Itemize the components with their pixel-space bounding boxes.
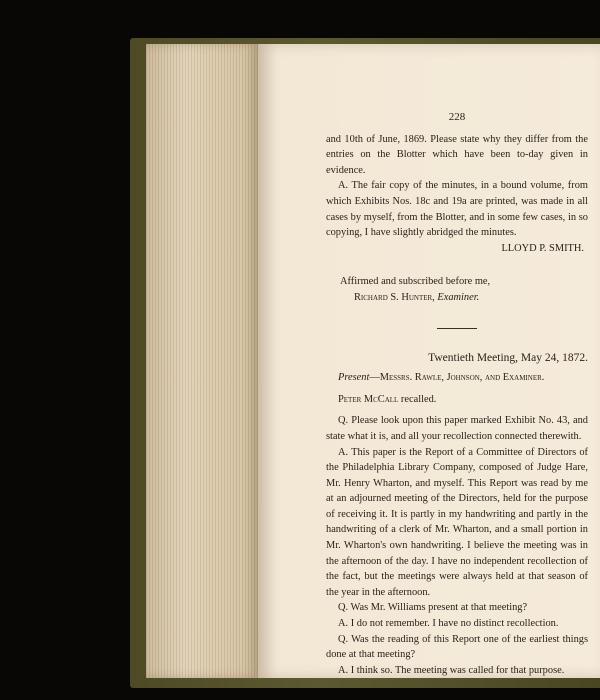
page-number: 228 <box>448 111 466 123</box>
answer-line: all cases by myself, from the Blotter, and in some few cases, <box>326 195 589 223</box>
opening-line: the entries on the Blotter which have been to-day given in <box>326 133 588 161</box>
opening-line: and 10th of June, 1869. Please state why they differ from <box>326 133 572 145</box>
answer-line: A. The fair copy of the minutes, in a bound volume, from <box>338 180 588 192</box>
present-line <box>326 370 588 386</box>
signature: LLOYD P. SMITH. <box>501 242 584 254</box>
book-page <box>258 44 600 678</box>
qa-paragraph: Q. Was Mr. Williams present at that meeting? <box>338 602 528 614</box>
qa-paragraph: Q. Please look upon this paper marked Exhibit No. 43, and state what it is, and all your recollection connected therewith. <box>326 415 588 442</box>
examiner-line <box>340 290 588 306</box>
witness-recalled <box>326 392 588 408</box>
affirmation-line: Affirmed and subscribed before me, <box>340 276 491 288</box>
answer-line: in so copying, I have slightly abridged the minutes. <box>326 211 588 239</box>
answer-paragraph <box>326 178 588 240</box>
qa-paragraph: A. I think so. The meeting was called for that purpose. <box>338 664 565 676</box>
examiner-name: Richard S. Hunter, <box>354 291 435 303</box>
opening-paragraph <box>326 132 588 179</box>
opening-line: evidence. <box>326 164 366 176</box>
qa-paragraph: A. This paper is the Report of a Committee of Directors of the Philadelphia Library Company, composed of Judge Hare, Mr. Henry Wharton, and myself. This Report was read by me at an adjourned meeting of the Directors, held for the purpose of receiving it. It is partly in my handwriting and partly in the handwriting of a clerk of Mr. Wharton, and a small portion in Mr. Wharton's own handwriting. I believe the meeting was in the afternoon of the day. I have no independent recollection of the fact, but the meetings were always held at that season of the year in the afternoon. <box>326 446 588 598</box>
affirmation-block <box>326 274 588 305</box>
section-divider <box>437 328 477 329</box>
page-text <box>326 110 588 678</box>
present-names: —Messrs. Rawle, Johnson, and Examiner. <box>369 372 545 384</box>
page-edges <box>146 44 258 678</box>
meeting-heading: Twentieth Meeting, May 24, 1872. <box>428 351 588 364</box>
qa-paragraph: A. I do not remember. I have no distinct recollection. <box>338 618 559 630</box>
recalled-text: recalled. <box>398 393 437 405</box>
witness-name: Peter McCall <box>338 393 399 405</box>
examiner-title: Examiner. <box>437 291 480 303</box>
present-label: Present <box>338 372 370 384</box>
qa-paragraph: Q. Was the reading of this Report one of the earliest things done at that meeting? <box>326 633 588 661</box>
answer-line: which Exhibits Nos. 18c and 19a are printed, was made in <box>326 195 575 207</box>
